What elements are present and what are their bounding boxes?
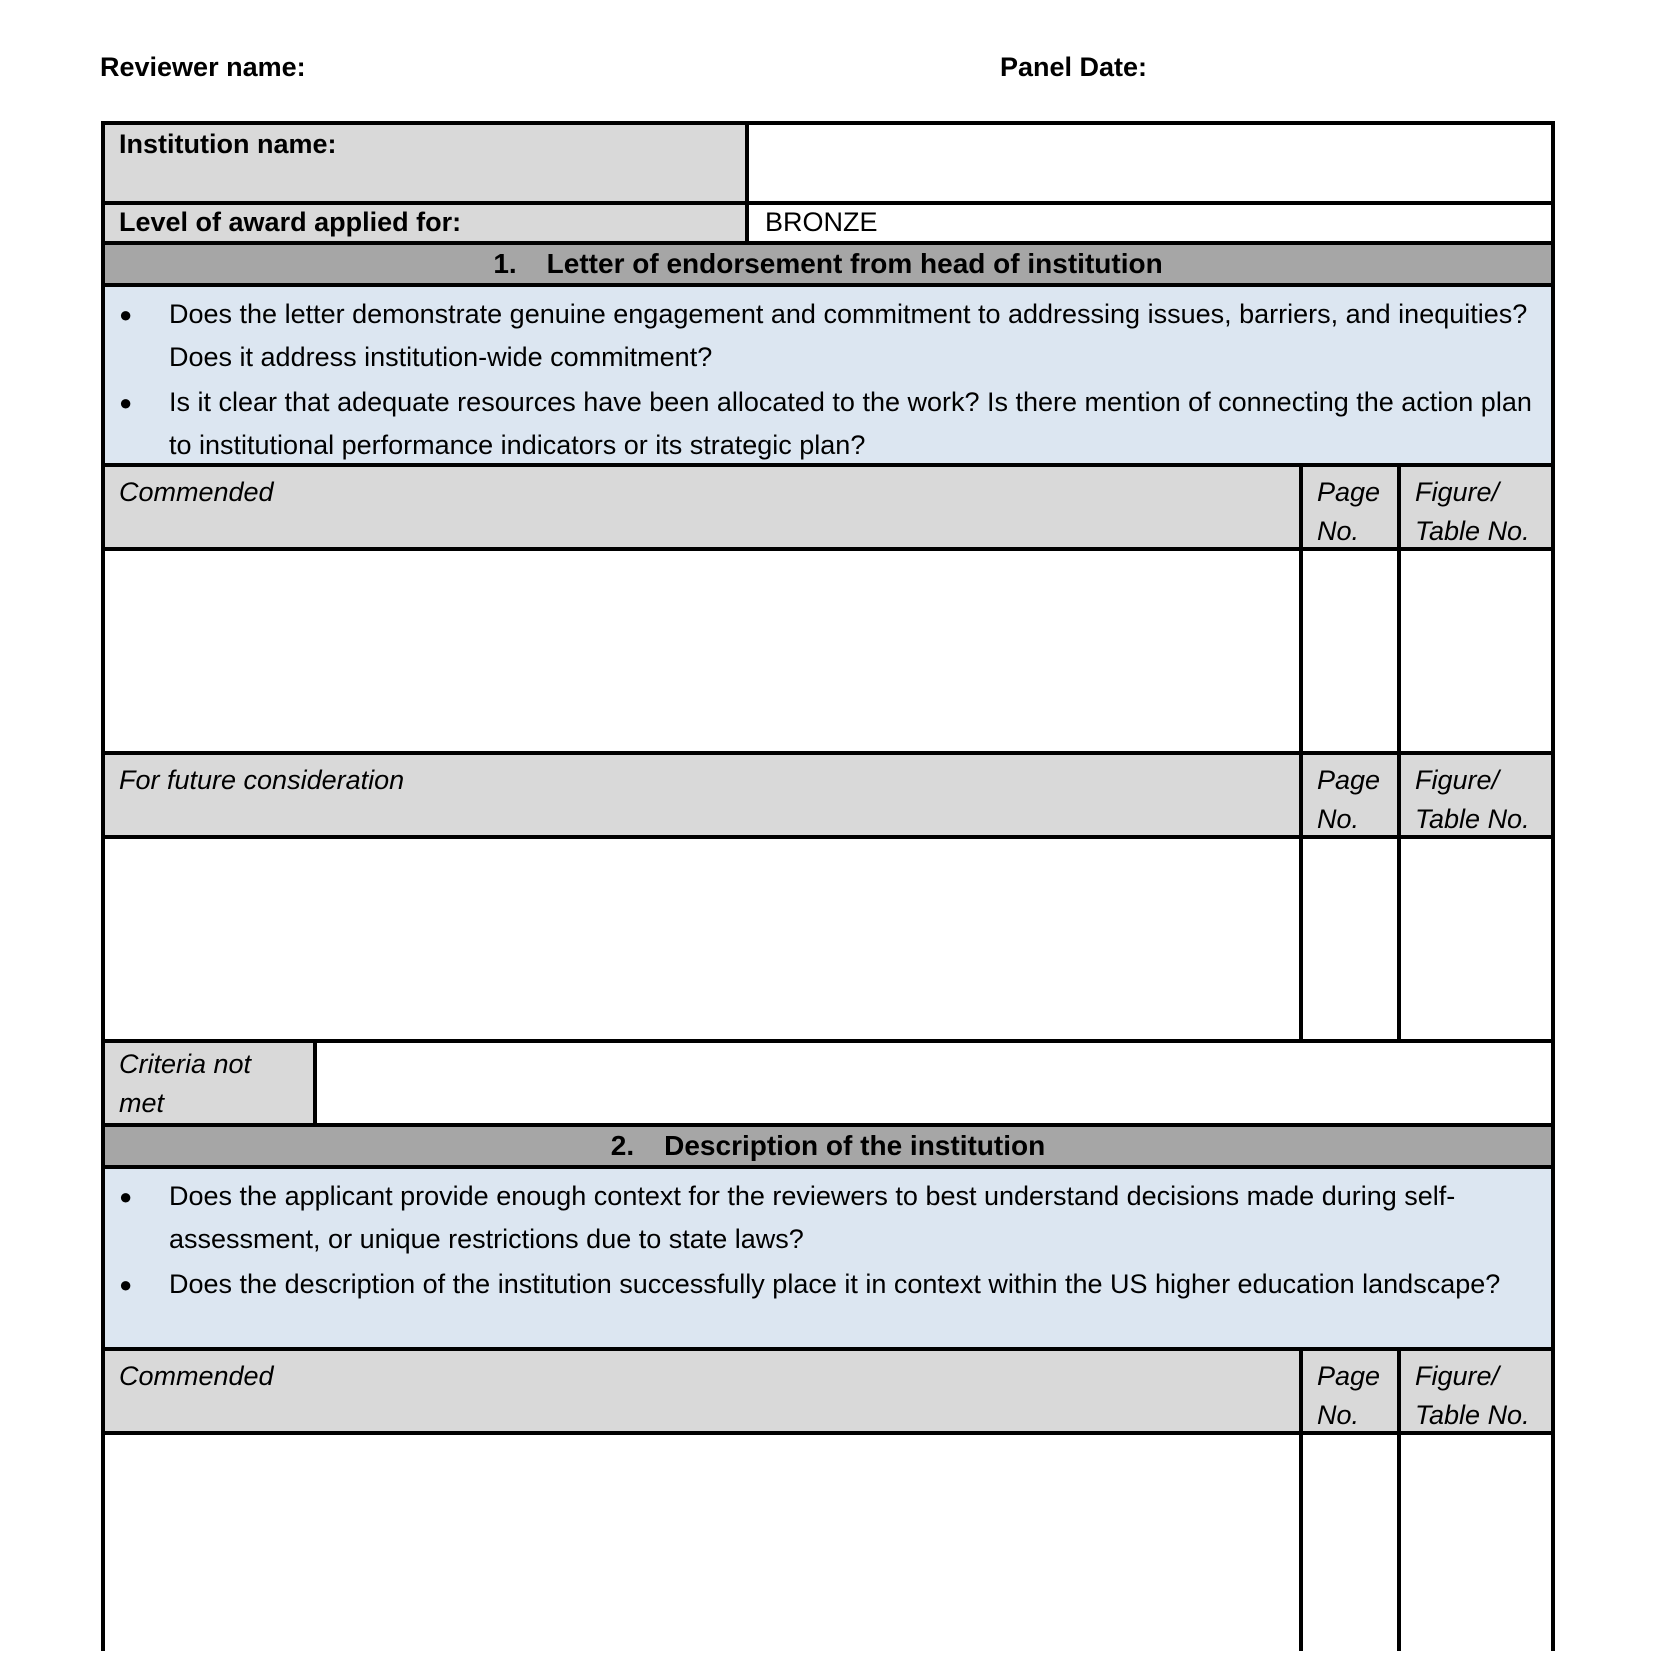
panel-date-label: Panel Date: — [1000, 52, 1148, 82]
criteria-not-met-field[interactable] — [317, 1043, 1551, 1123]
page-no-header: Page No. — [1303, 1351, 1401, 1431]
commended-label: Commended — [105, 1351, 1303, 1431]
future-figure-field[interactable] — [1401, 839, 1551, 1039]
section-1-future-entry — [105, 835, 1551, 1039]
commended-text-field[interactable] — [105, 551, 1303, 751]
commended-figure-field[interactable] — [1401, 1435, 1551, 1651]
commended-page-field[interactable] — [1303, 1435, 1401, 1651]
list-item — [119, 293, 1537, 379]
commended-figure-field[interactable] — [1401, 551, 1551, 751]
award-row — [105, 201, 1551, 241]
review-form — [101, 121, 1555, 1651]
guidance-text: Does the description of the institution successfully place it in context within the US higher education landscape? — [169, 1269, 1501, 1299]
figure-table-no-header: Figure/ Table No. — [1415, 477, 1530, 546]
section-1-commended-entry — [105, 547, 1551, 751]
commended-label: Commended — [105, 467, 1303, 547]
section-2-commended-entry — [105, 1431, 1551, 1651]
section-2-number: 2. — [610, 1130, 635, 1161]
section-2-header — [105, 1123, 1551, 1165]
future-page-field[interactable] — [1303, 839, 1401, 1039]
commended-text-field[interactable] — [105, 1435, 1303, 1651]
list-item — [119, 381, 1537, 467]
guidance-text: Is it clear that adequate resources have been allocated to the work? Is there mention of connecting the action plan to institutional performance indicators or its strategic plan? — [169, 387, 1532, 460]
institution-row — [105, 125, 1551, 201]
section-1-number: 1. — [493, 248, 517, 279]
list-item — [119, 1263, 1537, 1306]
page-no-header: Page No. — [1303, 755, 1401, 835]
criteria-not-met-label: Criteria not met — [105, 1043, 317, 1123]
section-2-guidance — [105, 1165, 1551, 1347]
commended-page-field[interactable] — [1303, 551, 1401, 751]
figure-table-no-header: Figure/ Table No. — [1415, 765, 1530, 834]
section-1-criteria-row — [105, 1039, 1551, 1123]
guidance-text: Does the letter demonstrate genuine engagement and commitment to addressing issues, barriers, and inequities? Does it address institution-wide commitment? — [169, 299, 1528, 372]
section-1-title: Letter of endorsement from head of institution — [546, 248, 1163, 279]
award-level-field[interactable]: BRONZE — [765, 207, 878, 237]
bullet-icon: ● — [119, 390, 133, 415]
list-item — [119, 1175, 1537, 1261]
future-text-field[interactable] — [105, 839, 1303, 1039]
future-consideration-label: For future consideration — [105, 755, 1303, 835]
guidance-text: Does the applicant provide enough context for the reviewers to best understand decisions made during self-assessment, or unique restrictions due to state laws? — [169, 1181, 1456, 1254]
section-1-future-header — [105, 751, 1551, 835]
reviewer-name-label: Reviewer name: — [100, 52, 306, 82]
institution-name-label: Institution name: — [105, 125, 749, 201]
figure-table-no-header: Figure/ Table No. — [1415, 1361, 1530, 1430]
page-no-header: Page No. — [1303, 467, 1401, 547]
section-2-title: Description of the institution — [664, 1130, 1046, 1161]
institution-name-field[interactable] — [749, 125, 1551, 201]
award-level-label: Level of award applied for: — [105, 205, 749, 241]
bullet-icon: ● — [119, 302, 133, 327]
bullet-icon: ● — [119, 1184, 133, 1209]
section-1-header — [105, 241, 1551, 283]
section-1-guidance — [105, 283, 1551, 463]
bullet-icon: ● — [119, 1272, 133, 1297]
section-2-commended-header — [105, 1347, 1551, 1431]
section-1-commended-header — [105, 463, 1551, 547]
